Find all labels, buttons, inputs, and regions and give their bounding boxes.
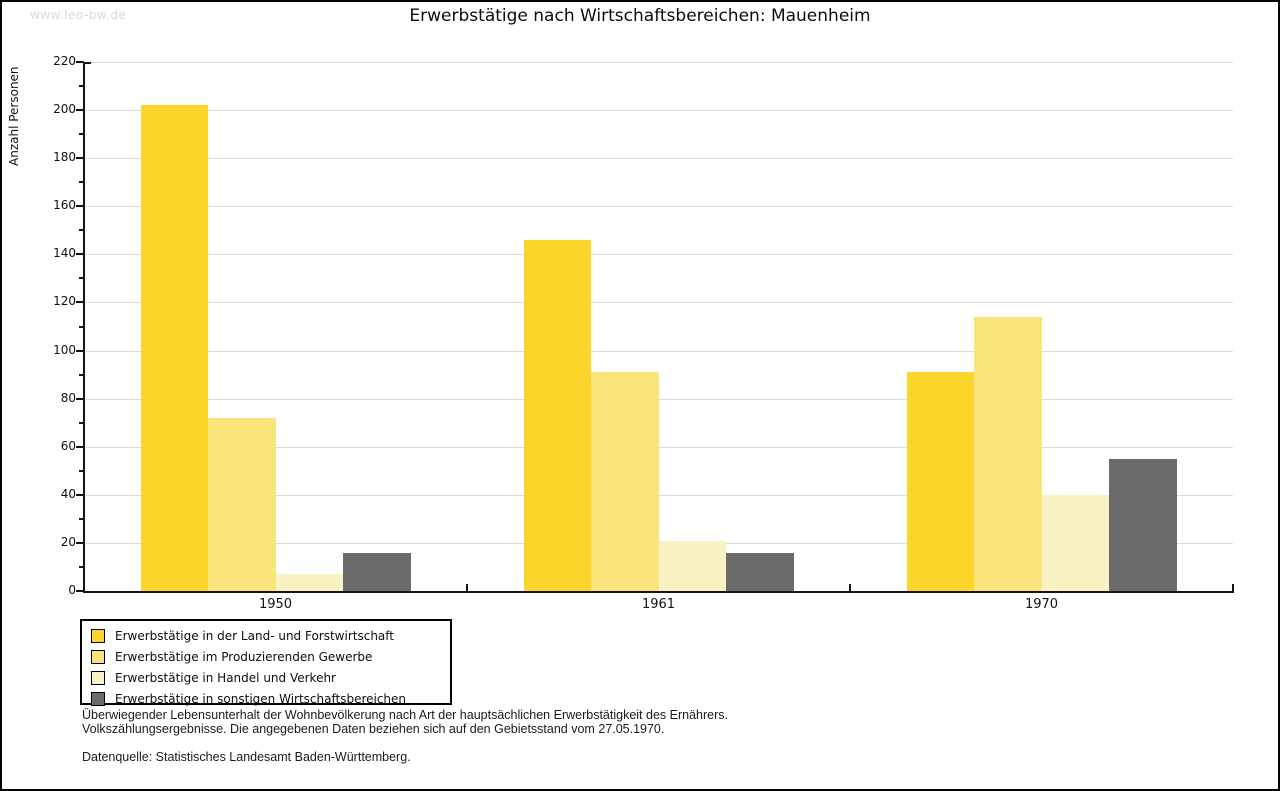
chart-title: Erwerbstätige nach Wirtschaftsbereichen: Mauenheim <box>409 6 871 26</box>
gridline <box>84 399 1233 400</box>
y-axis-minor-tick <box>79 374 84 376</box>
x-tick-label: 1961 <box>641 597 676 612</box>
legend-swatch-icon <box>91 650 105 664</box>
bar-1961-series3 <box>659 541 727 591</box>
y-axis-major-tick <box>76 253 84 255</box>
legend-item <box>82 688 450 709</box>
y-axis-minor-tick <box>79 229 84 231</box>
footnote <box>82 708 728 736</box>
x-tick-label: 1970 <box>1024 597 1059 612</box>
gridline <box>84 158 1233 159</box>
x-axis-line <box>83 591 1234 593</box>
legend-label: Erwerbstätige im Produzierenden Gewerbe <box>115 649 373 664</box>
legend-item <box>82 646 450 667</box>
y-axis-minor-tick <box>79 326 84 328</box>
y-axis-major-tick <box>76 157 84 159</box>
footnote-line: Volkszählungsergebnisse. Die angegebenen Daten beziehen sich auf den Gebietsstand vom 27.05.1970. <box>82 722 665 736</box>
legend-label: Erwerbstätige in der Land- und Forstwirtschaft <box>115 628 394 643</box>
y-tick-label: 120 <box>53 294 76 309</box>
legend-swatch-icon <box>91 629 105 643</box>
y-axis-line <box>83 62 85 593</box>
bar-1961-series2 <box>591 372 659 591</box>
bar-1950-series1 <box>141 105 209 591</box>
y-tick-label: 0 <box>68 583 76 597</box>
y-axis-major-tick <box>76 205 84 207</box>
x-tick-label: 1950 <box>258 597 293 612</box>
y-tick-label: 40 <box>60 486 76 501</box>
y-tick-label: 80 <box>60 390 76 405</box>
bar-1970-series3 <box>1042 495 1110 591</box>
y-axis-major-tick <box>76 446 84 448</box>
y-axis-major-tick <box>76 109 84 111</box>
y-axis-minor-tick <box>79 277 84 279</box>
y-axis-major-tick <box>76 301 84 303</box>
y-tick-label: 100 <box>53 342 76 357</box>
x-axis-tick <box>466 584 468 591</box>
y-axis-major-tick <box>76 350 84 352</box>
gridline <box>84 62 1233 63</box>
bar-1970-series1 <box>907 372 975 591</box>
bar-1961-series4 <box>726 553 794 591</box>
y-tick-label: 200 <box>53 102 76 117</box>
gridline <box>84 110 1233 111</box>
y-axis-minor-tick <box>79 181 84 183</box>
y-tick-label: 160 <box>53 198 76 213</box>
y-axis-minor-tick <box>79 85 84 87</box>
y-axis-minor-tick <box>79 133 84 135</box>
gridline <box>84 206 1233 207</box>
y-axis-minor-tick <box>79 518 84 520</box>
bar-1961-series1 <box>524 240 592 591</box>
y-tick-label: 20 <box>60 534 76 549</box>
gridline <box>84 254 1233 255</box>
y-axis-major-tick <box>76 398 84 400</box>
y-axis-major-tick <box>76 61 84 63</box>
gridline <box>84 302 1233 303</box>
y-axis-minor-tick <box>79 470 84 472</box>
y-axis-minor-tick <box>79 422 84 424</box>
watermark: www.leo-bw.de <box>30 8 127 22</box>
y-tick-label: 220 <box>53 54 76 68</box>
data-source: Datenquelle: Statistisches Landesamt Baden-Württemberg. <box>82 750 411 764</box>
y-tick-label: 60 <box>60 438 76 453</box>
y-tick-label: 180 <box>53 150 76 165</box>
y-axis-top-cap <box>84 62 91 64</box>
y-axis-minor-tick <box>79 566 84 568</box>
legend-item <box>82 625 450 646</box>
y-axis-major-tick <box>76 542 84 544</box>
bar-1970-series4 <box>1109 459 1177 591</box>
legend-swatch-icon <box>91 671 105 685</box>
legend-label: Erwerbstätige in sonstigen Wirtschaftsbereichen <box>115 691 407 706</box>
y-axis-major-tick <box>76 494 84 496</box>
bar-1950-series3 <box>276 574 344 591</box>
legend <box>80 619 452 705</box>
gridline <box>84 351 1233 352</box>
y-axis-title: Anzahl Personen <box>7 66 21 166</box>
x-axis-tick <box>1232 584 1234 591</box>
footnote-line: Überwiegender Lebensunterhalt der Wohnbevölkerung nach Art der hauptsächlichen Erwerbstätigkeit des Ernährers. <box>82 708 728 722</box>
y-tick-label: 140 <box>53 246 76 261</box>
y-axis-major-tick <box>76 590 84 592</box>
x-axis-tick <box>849 584 851 591</box>
bar-1950-series2 <box>208 418 276 591</box>
legend-swatch-icon <box>91 692 105 706</box>
bar-1950-series4 <box>343 553 411 591</box>
bar-1970-series2 <box>974 317 1042 591</box>
legend-item <box>82 667 450 688</box>
legend-label: Erwerbstätige in Handel und Verkehr <box>115 670 336 685</box>
